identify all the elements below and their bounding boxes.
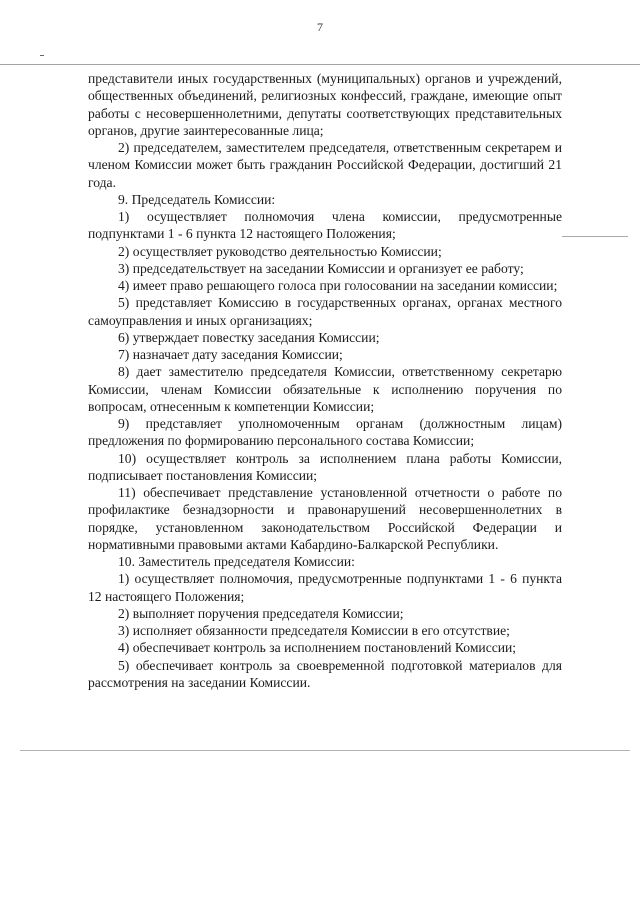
list-item: 4) обеспечивает контроль за исполнением постановлений Комиссии; xyxy=(118,640,517,656)
list-item: 8) дает заместителю председателя Комиссии, ответственному секретарю Комиссии, членам Комиссии обязательные к исполнению поручения по вопросам, отнесенным к компетенции Комиссии; xyxy=(88,364,562,414)
list-item: 1) осуществляет полномочия, предусмотренные подпунктами 1 - 6 пункта 12 настоящего Положения; xyxy=(88,571,562,604)
list-item: 11) обеспечивает представление установленной отчетности о работе по профилактике безнадзорности и правонарушений несовершеннолетних в порядке, установленном законодательством Российской Федерации и нормативными правовыми актами Кабардино-Балкарской Республики. xyxy=(88,485,562,552)
list-item: 6) утверждает повестку заседания Комиссии; xyxy=(118,329,380,345)
scan-line-bottom xyxy=(20,750,630,751)
list-item: 10) осуществляет контроль за исполнением плана работы Комиссии, подписывает постановления Комиссии; xyxy=(88,450,562,483)
list-item: 1) осуществляет полномочия члена комиссии, предусмотренные подпунктами 1 - 6 пункта 12 настоящего Положения; xyxy=(88,209,562,242)
section-heading: 10. Заместитель председателя Комиссии: xyxy=(118,554,355,569)
list-item: 4) имеет право решающего голоса при голосовании на заседании комиссии; xyxy=(118,278,558,293)
list-item: 5) обеспечивает контроль за своевременной подготовкой материалов для рассмотрения на заседании Комиссии. xyxy=(88,657,562,690)
scan-line-top xyxy=(0,64,640,65)
list-item: 7) назначает дату заседания Комиссии; xyxy=(118,347,343,362)
scan-mark xyxy=(40,55,44,56)
list-item: 3) исполняет обязанности председателя Комиссии в его отсутствие; xyxy=(118,623,510,638)
list-item: 2) осуществляет руководство деятельностью Комиссии; xyxy=(118,243,442,259)
list-item: 2) выполняет поручения председателя Комиссии; xyxy=(118,605,404,621)
list-item: 5) представляет Комиссию в государственных органах, органах местного самоуправления и иных организациях; xyxy=(88,295,562,328)
document-body xyxy=(88,70,562,691)
scan-line-mid xyxy=(562,236,628,237)
page-number: 7 xyxy=(317,20,323,34)
list-item: 9) представляет уполномоченным органам (должностным лицам) предложения по формированию персонального состава Комиссии; xyxy=(88,416,562,449)
paragraph: 2) председателем, заместителем председателя, ответственным секретарем и членом Комиссии может быть гражданин Российской Федерации, достигший 21 года. xyxy=(88,140,562,190)
list-item: 3) председательствует на заседании Комиссии и организует ее работу; xyxy=(118,260,524,276)
section-heading: 9. Председатель Комиссии: xyxy=(118,191,276,207)
paragraph: представители иных государственных (муниципальных) органов и учреждений, общественных объединений, религиозных конфессий, граждане, имеющие опыт работы с несовершеннолетними, депутаты соответствующих представительных органов, другие заинтересованные лица; xyxy=(88,71,562,138)
